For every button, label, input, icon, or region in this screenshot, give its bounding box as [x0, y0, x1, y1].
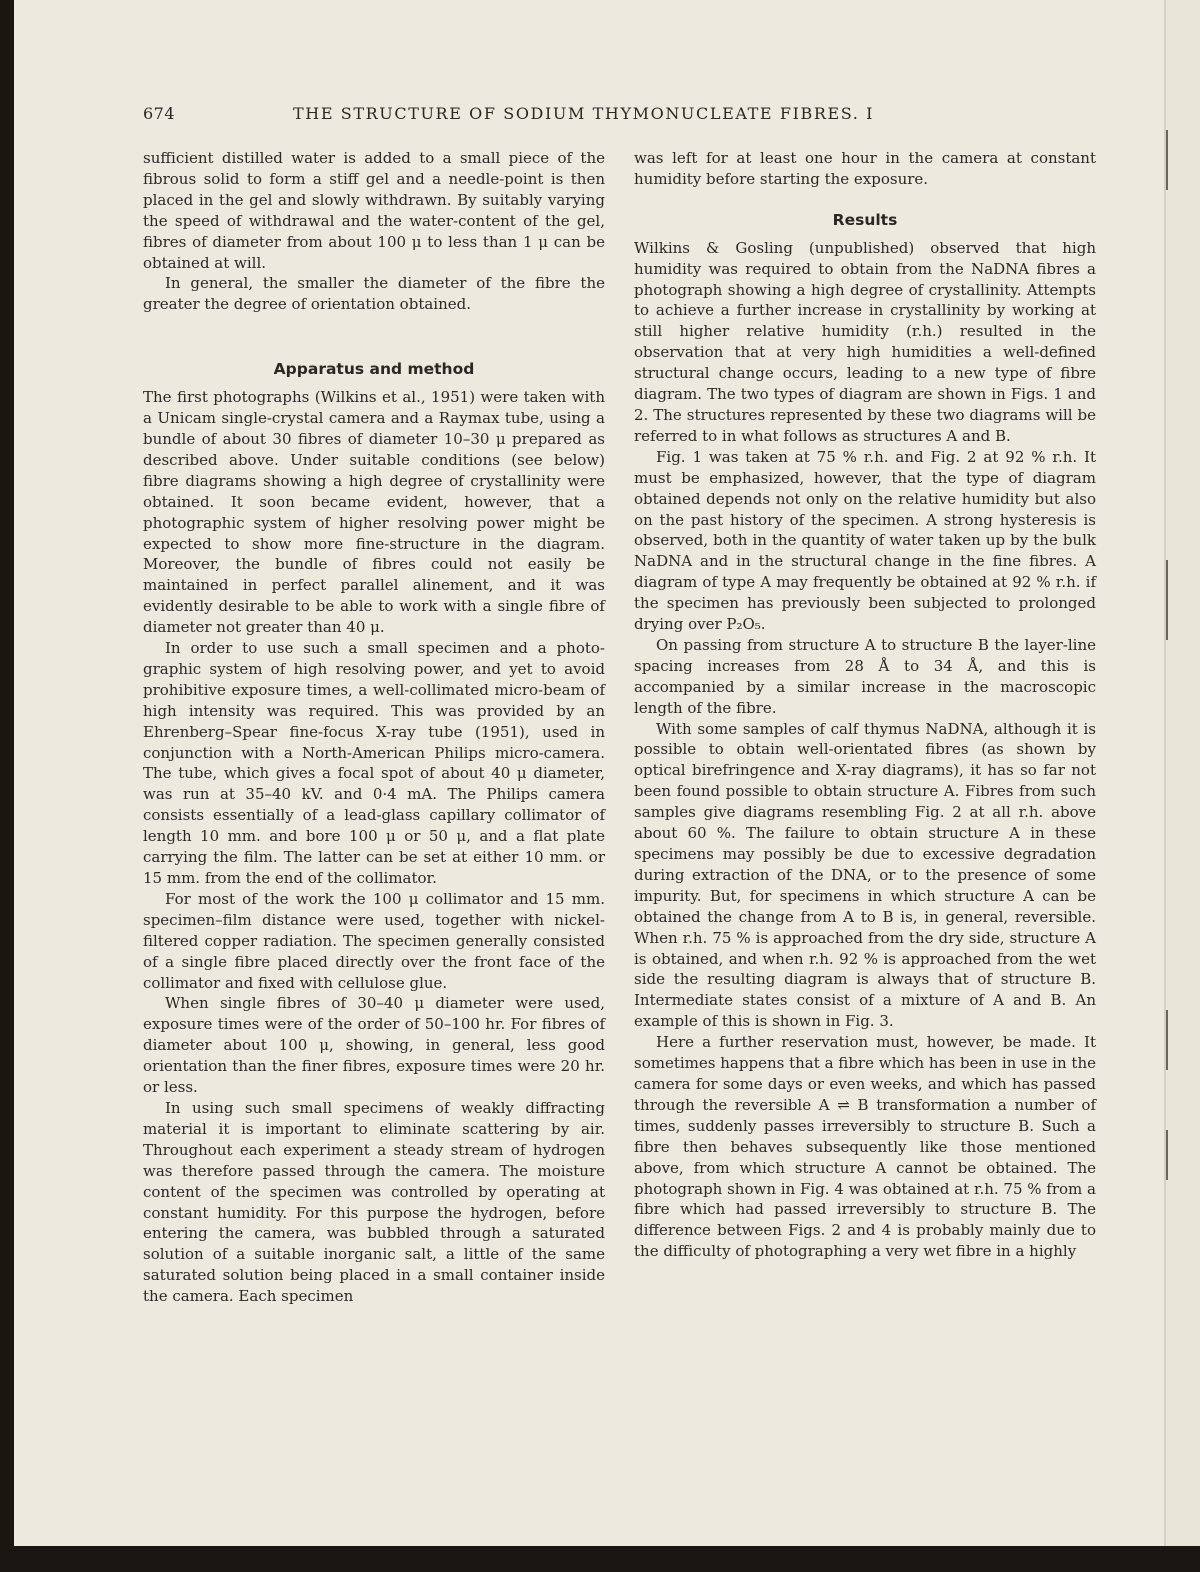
section-heading-apparatus: Apparatus and method: [273, 360, 475, 379]
paragraph: In general, the smaller the diameter of the fibre the greater the degree of orientation obtained.: [143, 274, 605, 314]
paragraph: When single fibres of 30–40 μ diameter were used, exposure times were of the order of 50–100 hr. For fibres of diameter about 100 μ, showing, in general, less good orientation than the finer fibres, exposure times were 20 hr. or less.: [143, 994, 605, 1097]
paragraph: On passing from structure A to structure B the layer-line spacing increases from 28 Å to 34 Å, and this is accompanied by a similar increase in the macroscopic length of the fibre.: [634, 635, 1096, 717]
paragraph: Fig. 1 was taken at 75 % r.h. and Fig. 2 at 92 % r.h. It must be emphasized, however, that the type of diagram obtained depends not only on the relative humidity but also on the past history of the specimen. A strong hysteresis is observed, both in the quantity of water taken up by the bulk NaDNA and in the structural change in the fine fibres. A diagram of type A may frequently be obtained at 92 % r.h. if the specimen has previously been subjected to prolonged drying over P₂O₅.: [634, 447, 1096, 634]
edge-mark: [1166, 560, 1168, 640]
paragraph: The first photographs (Wilkins et al., 1951) were taken with a Unicam single-crystal camera and a Raymax tube, using a bundle of about 30 fibres of diameter 10–30 μ prepared as described above. Under suitable conditions (see below) fibre diagrams showing a high degree of crystallinity were obtained. It soon became evident, however, that a photographic system of higher resolving power might be expected to show more fine-structure in the diagram. Moreover, the bundle of fibres could not easily be maintained in perfect parallel alinement, and it was evidently desirable to be able to work with a single fibre of diameter not greater than 40 μ.: [143, 388, 605, 637]
paragraph: Wilkins & Gosling (unpublished) observed that high humidity was required to obtain from the NaDNA fibres a photograph showing a high degree of crystallinity. Attempts to achieve a further increase in crystallinity by working at still higher relative humidity (r.h.) resulted in the observation that at very high humidities a well-defined structural change occurs, leading to a new type of fibre diagram. The two types of diagram are shown in Figs. 1 and 2. The structures represented by these two diagrams will be referred to in what follows as structures A and B.: [634, 238, 1096, 445]
running-header: [143, 104, 1107, 123]
paragraph: In order to use such a small specimen and a photographic system of high resolving power, and yet to avoid prohibitive exposure times, a well-collimated micro-beam of high intensity was required. This was provided by an Ehrenberg–Spear fine-focus X-ray tube (1951), used in conjunction with a North-American Philips micro-camera. The tube, which gives a focal spot of about 40 μ diameter, was run at 35–40 kV. and 0·4 mA. The Philips camera consists essentially of a lead-glass capillary collimator of length 10 mm. and bore 100 μ or 50 μ, and a flat plate carrying the film. The latter can be set at either 10 mm. or 15 mm. from the end of the collimator.: [143, 639, 605, 887]
paragraph: In using such small specimens of weakly diffracting material it is important to eliminate scattering by air. Throughout each experiment a steady stream of hydrogen was therefore passed through the camera. The moisture content of the specimen was controlled by operating at constant humidity. For this purpose the hydrogen, before entering the camera, was bubbled through a saturated solution of a suitable inorganic salt, a little of the same saturated solution being placed in a small container inside the camera. Each specimen: [143, 1098, 605, 1306]
paragraph: For most of the work the 100 μ collimator and 15 mm. specimen–film distance were used, together with nickel-filtered copper radiation. The specimen generally consisted of a single fibre placed directly over the front face of the collimator and fixed with cellulose glue.: [143, 889, 605, 992]
right-column: [634, 148, 1096, 1262]
edge-mark: [1166, 1130, 1168, 1180]
paragraph: With some samples of calf thymus NaDNA, although it is possible to obtain well-orientated fibres (as shown by optical birefringence and X-ray diagrams), it has so far not been found possible to obtain structure A. Fibres from such samples give diagrams resembling Fig. 2 at all r.h. above about 60 %. The failure to obtain structure A in these specimens may possibly be due to excessive degradation during extraction of the DNA, or to the presence of some impurity. But, for specimens in which structure A can be obtained the change from A to B is, in general, reversible. When r.h. 75 % is approached from the dry side, structure A is obtained, and when r.h. 92 % is approached from the wet side the resulting diagram is always that of structure B. Intermediate states consist of a mixture of A and B. An example of this is shown in Fig. 3.: [634, 719, 1096, 1031]
adjacent-page-edge: [1164, 0, 1200, 1546]
paragraph: sufficient distilled water is added to a small piece of the fibrous solid to form a stiff gel and a needle-point is then placed in the gel and slowly withdrawn. By suitably varying the speed of withdrawal and the water-content of the gel, fibres of diameter from about 100 μ to less than 1 μ can be obtained at will.: [143, 149, 605, 272]
paragraph: Here a further reservation must, however, be made. It sometimes happens that a fibre which has been in use in the camera for some days or even weeks, and which has passed through the reversible A ⇌ B transformation a number of times, suddenly passes irreversibly to structure B. Such a fibre then behaves subsequently like those mentioned above, from which structure A cannot be obtained. The photograph shown in Fig. 4 was obtained at r.h. 75 % from a fibre which had passed irreversibly to structure B. The difference between Figs. 2 and 4 is probably mainly due to the difficulty of photographing a very wet fibre in a highly: [634, 1033, 1096, 1261]
paragraph: was left for at least one hour in the camera at constant humidity before starting the exposure.: [634, 149, 1096, 188]
page-number: 674: [143, 104, 176, 123]
edge-mark: [1166, 1010, 1168, 1070]
edge-mark: [1166, 130, 1168, 190]
section-heading-results: Results: [832, 210, 898, 229]
running-title: THE STRUCTURE OF SODIUM THYMONUCLEATE FIBRES. I: [293, 104, 875, 123]
left-column: [143, 148, 605, 1307]
